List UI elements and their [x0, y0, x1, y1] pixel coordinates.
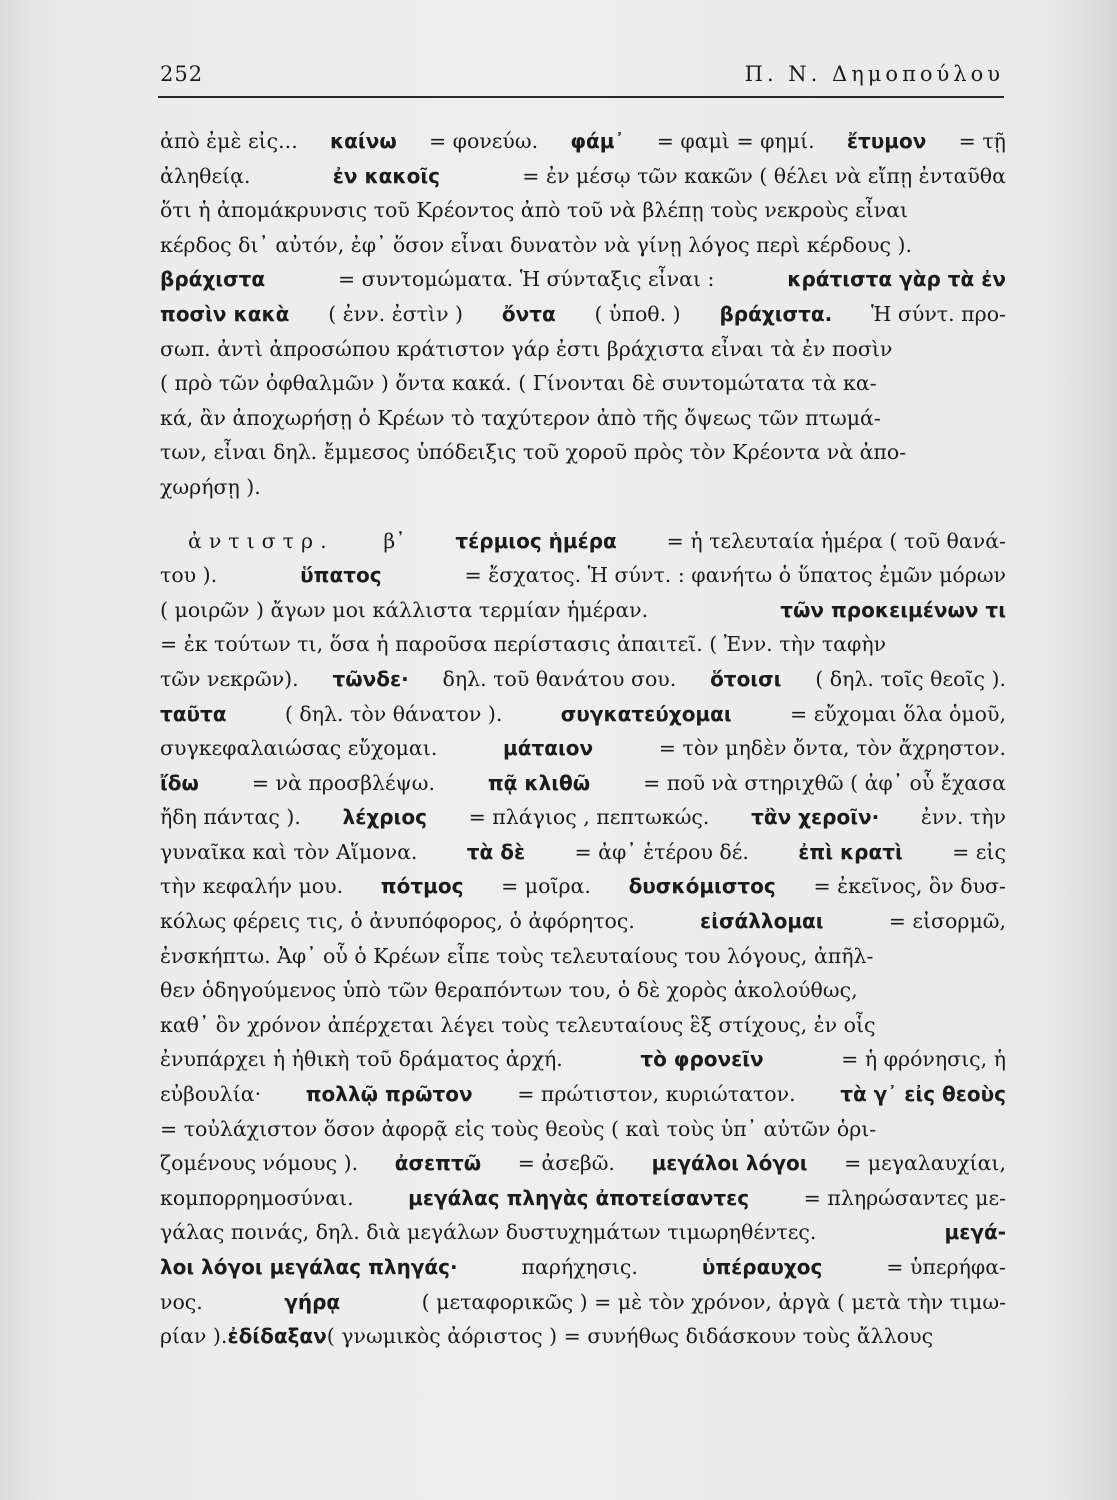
text-line: [160, 697, 1006, 732]
text-segment: θεν ὁδηγούμενος ὑπὸ τῶν θεραπόντων του, ὁ δὲ χορὸς ἀκολούθως,: [160, 978, 858, 1003]
bold-lemma: λέχριος: [342, 805, 427, 830]
text-segment: = ἀφ᾽ ἑτέρου δέ.: [574, 839, 749, 864]
text-segment: παρήχησις.: [521, 1255, 638, 1279]
text-segment: ἀληθείᾳ.: [160, 163, 251, 188]
text-segment: κομπορρημοσύναι.: [160, 1185, 354, 1210]
text-segment: = μοῖρα.: [501, 874, 591, 899]
text-segment: του ).: [160, 563, 218, 588]
text-line: [160, 1077, 1006, 1112]
text-line: [160, 835, 1006, 870]
text-segment: κόλως φέρεις τις, ὁ ἀνυπόφορος, ὁ ἀφόρητος.: [160, 909, 635, 934]
text-segment: Ἡ σύντ. προ-: [871, 301, 1006, 326]
text-segment: ἤδη πάντας ).: [160, 805, 301, 830]
text-segment: ὅτι ἡ ἀπομάκρυνσις τοῦ Κρέοντος ἀπὸ τοῦ νὰ βλέπῃ τοὺς νεκροὺς εἶναι: [160, 198, 909, 223]
bold-lemma: πᾷ κλιθῶ: [487, 770, 591, 795]
text-line: [160, 1042, 1006, 1077]
text-segment: = τὸν μηδὲν ὄντα, τὸν ἄχρηστον.: [658, 736, 1006, 761]
bold-lemma: ταῦτα: [160, 701, 227, 726]
text-segment: ( πρὸ τῶν ὀφθαλμῶν ) ὄντα κακά. ( Γίνονται δὲ συντομώτατα τὰ κα-: [160, 371, 877, 396]
bold-lemma: δυσκόμιστος: [628, 874, 776, 899]
text-segment: = ἡ τελευταία ἡμέρα ( τοῦ θανά-: [666, 528, 1006, 553]
text-line: [160, 1112, 1006, 1147]
text-segment: δηλ. τοῦ θανάτου σου.: [442, 666, 677, 691]
text-line: [160, 1250, 1006, 1285]
author-running-head: Π. Ν. Δημοπούλου: [744, 62, 1004, 86]
text-line: [160, 731, 1006, 766]
text-segment: = μεγαλαυχίαι,: [844, 1151, 1006, 1176]
body-text: [160, 124, 1006, 1373]
text-line: [160, 262, 1006, 297]
text-segment: = εἰσορμῶ,: [888, 909, 1006, 934]
text-segment: = τῇ: [958, 129, 1006, 153]
bold-lemma: ἐν κακοῖς: [332, 163, 440, 188]
text-line: [160, 800, 1006, 835]
bold-lemma: μάταιον: [503, 736, 594, 761]
text-segment: των, εἶναι δηλ. ἔμμεσος ὑπόδειξις τοῦ χοροῦ πρὸς τὸν Κρέοντα νὰ ἀπο-: [160, 440, 907, 465]
text-segment: = εἰς: [952, 839, 1006, 864]
text-segment: χωρήσῃ ).: [160, 474, 261, 499]
bold-lemma: τῶν προκειμένων τι: [780, 597, 1006, 622]
text-line: [160, 297, 1006, 332]
bold-lemma: βράχιστα.: [719, 301, 833, 326]
text-line: [160, 973, 1006, 1008]
bold-lemma: φάμ᾽: [570, 129, 625, 153]
running-header: [158, 58, 1004, 98]
bold-lemma: ἀσεπτῶ: [394, 1151, 482, 1176]
text-segment: ( ἐνν. ἐστὶν ): [328, 301, 464, 326]
text-segment: = φαμὶ = φημί.: [656, 129, 815, 153]
text-segment: = ἔσχατος. Ἡ σύντ. : φανήτω ὁ ὕπατος ἐμῶν μόρων: [464, 563, 1006, 588]
bold-lemma: ποσὶν κακὰ: [160, 301, 290, 326]
text-segment: κά, ἂν ἀποχωρήσῃ ὁ Κρέων τὸ ταχύτερον ἀπὸ τῆς ὄψεως τῶν πτωμά-: [160, 405, 881, 430]
text-line: [160, 1319, 1006, 1354]
text-line: [160, 1215, 1006, 1250]
bold-lemma: ἐδίδαξαν: [227, 1324, 327, 1349]
text-line: [160, 193, 1006, 228]
paragraph: [160, 124, 1006, 505]
text-segment: καθ᾽ ὃν χρόνον ἀπέρχεται λέγει τοὺς τελευταίους ἓξ στίχους, ἐν οἷς: [160, 1012, 876, 1037]
bold-lemma: ὄντα: [501, 301, 556, 326]
text-segment: = ἀσεβῶ.: [517, 1151, 615, 1176]
text-segment: νος.: [160, 1289, 203, 1314]
text-segment: = ἐν μέσῳ τῶν κακῶν ( θέλει νὰ εἴπῃ ἐνταῦθα: [522, 163, 1006, 188]
text-segment: = συντομώματα. Ἡ σύνταξις εἶναι :: [337, 267, 715, 292]
text-line: [160, 470, 1006, 505]
bold-lemma: τῶνδε·: [332, 666, 409, 691]
text-segment: ( γνωμικὸς ἀόριστος ) = συνήθως διδάσκουν τοὺς ἄλλους: [326, 1324, 934, 1349]
bold-lemma: ἐπὶ κρατὶ: [798, 839, 903, 864]
bold-lemma: πολλῷ πρῶτον: [305, 1082, 473, 1107]
text-segment: ( δηλ. τὸν θάνατον ).: [284, 701, 503, 726]
text-segment: ἐνυπάρχει ἡ ἠθικὴ τοῦ δράματος ἀρχή.: [160, 1047, 563, 1072]
text-segment: τὴν κεφαλήν μου.: [160, 874, 344, 899]
text-line: [160, 124, 1006, 159]
text-segment: συγκεφαλαιώσας εὔχομαι.: [160, 736, 438, 761]
text-line: [160, 228, 1006, 263]
text-segment: ζομένους νόμους ).: [160, 1151, 359, 1176]
text-segment: = πλάγιος , πεπτωκώς.: [468, 805, 710, 830]
bold-lemma: ὅτοισι: [710, 666, 782, 691]
text-line: [160, 1146, 1006, 1181]
bold-lemma: τἂν χεροῖν·: [751, 805, 880, 830]
bold-lemma: κράτιστα γὰρ τὰ ἐν: [787, 267, 1006, 292]
text-segment: ( μοιρῶν ) ἄγων μοι κάλλιστα τερμίαν ἡμέραν.: [160, 597, 649, 622]
page-number: 252: [160, 62, 204, 86]
bold-lemma: τέρμιος ἡμέρα: [455, 528, 617, 553]
text-segment: σωπ. ἀντὶ ἀπροσώπου κράτιστον γάρ ἐστι βράχιστα εἶναι τὰ ἐν ποσὶν: [160, 336, 893, 361]
bold-lemma: συγκατεύχομαι: [560, 701, 732, 726]
text-segment: β᾽: [383, 528, 406, 553]
text-segment: γυναῖκα καὶ τὸν Αἵμονα.: [160, 839, 418, 864]
text-segment: εὐβουλία·: [160, 1082, 262, 1107]
bold-lemma: γήρᾳ: [284, 1289, 341, 1314]
text-segment: = ἡ φρόνησις, ἡ: [841, 1047, 1006, 1072]
text-line: [160, 1285, 1006, 1320]
bold-lemma: βράχιστα: [160, 267, 266, 292]
text-line: [160, 524, 1006, 559]
bold-lemma: τὸ φρονεῖν: [640, 1047, 764, 1072]
text-line: [160, 939, 1006, 974]
section-label: ἀντιστρ.: [188, 528, 334, 553]
bold-lemma: τὰ δὲ: [466, 839, 526, 864]
text-segment: = πληρώσαντες με-: [803, 1185, 1006, 1210]
text-line: [160, 1181, 1006, 1216]
text-segment: κέρδος δι᾽ αὐτόν, ἐφ᾽ ὅσον εἶναι δυνατὸν νὰ γίνῃ λόγος περὶ κέρδους ).: [160, 232, 913, 257]
bold-lemma: ὕπατος: [300, 563, 382, 588]
text-line: [160, 1008, 1006, 1043]
bold-lemma: ὑπέραυχος: [701, 1255, 823, 1279]
text-segment: τῶν νεκρῶν).: [160, 666, 299, 691]
text-line: [160, 159, 1006, 194]
bold-lemma: μεγά-: [944, 1220, 1006, 1245]
bold-lemma: εἰσάλλομαι: [700, 909, 824, 934]
text-line: [160, 766, 1006, 801]
paragraph: [160, 524, 1006, 1354]
text-segment: = ὑπερήφα-: [886, 1255, 1006, 1279]
text-segment: ἐνν. τὴν: [920, 805, 1006, 830]
text-segment: = φονεύω.: [428, 129, 539, 153]
bold-lemma: ἔτυμον: [846, 129, 927, 153]
bold-lemma: ἴδω: [160, 770, 199, 795]
text-segment: γάλας ποινάς, δηλ. διὰ μεγάλων δυστυχημάτων τιμωρηθέντες.: [160, 1220, 817, 1245]
bold-lemma: καίνω: [329, 129, 397, 153]
text-line: [160, 869, 1006, 904]
text-line: [160, 366, 1006, 401]
bold-lemma: μεγάλας πληγὰς ἀποτείσαντες: [408, 1185, 750, 1210]
text-segment: = ποῦ νὰ στηριχθῶ ( ἀφ᾽ οὗ ἔχασα: [643, 770, 1006, 795]
text-segment: = ἐκ τούτων τι, ὅσα ἡ παροῦσα περίστασις ἀπαιτεῖ. ( Ἐνν. τὴν ταφὴν: [160, 632, 887, 657]
text-segment: ἐνσκήπτω. Ἀφ᾽ οὗ ὁ Κρέων εἶπε τοὺς τελευταίους του λόγους, ἀπῆλ-: [160, 943, 874, 968]
text-segment: ( ὑποθ. ): [594, 301, 681, 326]
bold-lemma: λοι λόγοι μεγάλας πληγάς·: [160, 1255, 458, 1279]
text-segment: = ἐκεῖνος, ὃν δυσ-: [813, 874, 1006, 899]
text-line: [160, 558, 1006, 593]
bold-lemma: τὰ γ᾽ εἰς θεοὺς: [840, 1082, 1006, 1107]
text-line: [160, 627, 1006, 662]
text-segment: = τοὐλάχιστον ὅσον ἀφορᾷ εἰς τοὺς θεοὺς ( καὶ τοὺς ὑπ᾽ αὐτῶν ὁρι-: [160, 1116, 877, 1141]
text-line: [160, 401, 1006, 436]
text-line: [160, 662, 1006, 697]
text-segment: = πρώτιστον, κυριώτατον.: [517, 1082, 796, 1107]
text-line: [160, 435, 1006, 470]
text-segment: = νὰ προσβλέψω.: [251, 770, 435, 795]
text-segment: ἀπὸ ἐμὲ εἰς...: [160, 129, 298, 153]
text-line: [160, 904, 1006, 939]
bold-lemma: μεγάλοι λόγοι: [651, 1151, 808, 1176]
text-line: [160, 332, 1006, 367]
text-line: [160, 593, 1006, 628]
text-segment: ρίαν ).: [160, 1324, 228, 1349]
text-segment: = εὔχομαι ὅλα ὁμοῦ,: [790, 701, 1006, 726]
text-segment: ( μεταφορικῶς ) = μὲ τὸν χρόνον, ἀργὰ ( μετὰ τὴν τιμω-: [421, 1289, 1006, 1314]
text-segment: ( δηλ. τοῖς θεοῖς ).: [815, 666, 1006, 691]
bold-lemma: πότμος: [380, 874, 464, 899]
